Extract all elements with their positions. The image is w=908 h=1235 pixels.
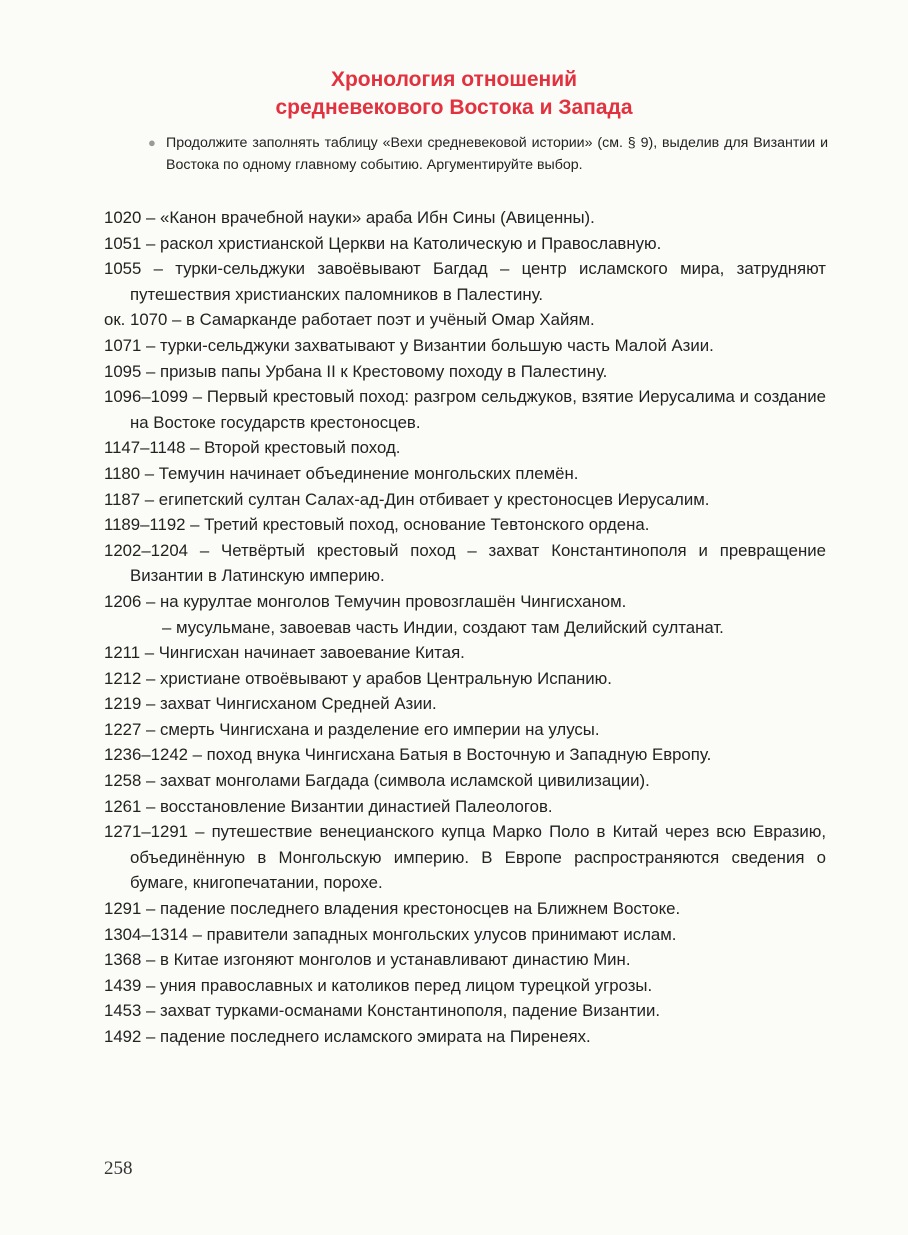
- chronology-entry: 1055 – турки-сельджуки завоёвывают Багдад – центр исламского мира, затрудняют путешествия христианских паломников в Палестину.: [104, 259, 826, 304]
- chronology-entry: 1258 – захват монголами Багдада (символа исламской цивилизации).: [104, 771, 650, 791]
- chronology-entry: 1439 – уния православных и католиков перед лицом турецкой угрозы.: [104, 975, 653, 995]
- chronology-entry: 1211 – Чингисхан начинает завоевание Китая.: [104, 643, 465, 663]
- chronology-entry: 1189–1192 – Третий крестовый поход, основание Тевтонского ордена.: [104, 515, 650, 535]
- task-block: [148, 132, 828, 176]
- chronology-entry: 1051 – раскол христианской Церкви на Католическую и Православную.: [104, 233, 662, 253]
- chronology-entry: 1492 – падение последнего исламского эмирата на Пиренеях.: [104, 1027, 591, 1046]
- chronology-entry: 1271–1291 – путешествие венецианского купца Марко Поло в Китай через всю Евразию, объединённую в Монгольскую империю. В Европе распространяются сведения о бумаге, книгопечатании, порохе.: [104, 822, 826, 893]
- task-text: Продолжите заполнять таблицу «Вехи средневековой истории» (см. § 9), выделив для Византии и Востока по одному главному событию. Аргументируйте выбор.: [166, 135, 828, 173]
- page-title-line-1: Хронология отношений: [330, 68, 578, 91]
- chronology-entry: 1453 – захват турками-османами Константинополя, падение Византии.: [104, 1001, 661, 1021]
- chronology-entry: 1227 – смерть Чингисхана и разделение его империи на улусы.: [104, 719, 600, 739]
- chronology-entry: 1368 – в Китае изгоняют монголов и устанавливают династию Мин.: [104, 950, 631, 970]
- chronology-entry: 1147–1148 – Второй крестовый поход.: [104, 438, 401, 458]
- bullet-icon: ●: [148, 135, 156, 150]
- chronology-entry: 1096–1099 – Первый крестовый поход: разгром сельджуков, взятие Иерусалима и создание на Востоке государств крестоносцев.: [104, 387, 826, 432]
- chronology-entry: 1071 – турки-сельджуки захватывают у Византии большую часть Малой Азии.: [104, 335, 714, 355]
- page-title-line-2: средневекового Востока и Запада: [275, 96, 633, 119]
- chronology-entry: 1236–1242 – поход внука Чингисхана Батыя в Восточную и Западную Европу.: [104, 745, 712, 765]
- chronology-entry: ок. 1070 – в Самарканде работает поэт и учёный Омар Хайям.: [104, 310, 595, 330]
- chronology-entry: 1187 – египетский султан Салах-ад-Дин отбивает у крестоносцев Иерусалим.: [104, 489, 710, 509]
- chronology-entry: 1304–1314 – правители западных монгольских улусов принимают ислам.: [104, 924, 677, 944]
- chronology-entry: 1206 – на курултае монголов Темучин провозглашён Чингисханом.: [104, 591, 627, 611]
- chronology-entry-continuation: – мусульмане, завоевав часть Индии, создают там Делийский султанат.: [162, 617, 724, 637]
- chronology-entry: 1180 – Темучин начинает объединение монгольских племён.: [104, 463, 579, 483]
- chronology-entry: 1020 – «Канон врачебной науки» араба Ибн Сины (Авиценны).: [104, 208, 595, 227]
- page-number: 258: [104, 1158, 133, 1179]
- chronology-list: [104, 205, 826, 1050]
- chronology-entry: 1219 – захват Чингисханом Средней Азии.: [104, 694, 437, 714]
- chronology-entry: 1212 – христиане отвоёвывают у арабов Центральную Испанию.: [104, 668, 612, 688]
- chronology-entry: 1202–1204 – Четвёртый крестовый поход – захват Константинополя и превращение Византии в Латинскую империю.: [104, 540, 826, 586]
- chronology-entry: 1261 – восстановление Византии династией Палеологов.: [104, 796, 553, 816]
- chronology-entry: 1095 – призыв папы Урбана II к Крестовому походу в Палестину.: [104, 361, 608, 381]
- chronology-entry: 1291 – падение последнего владения крестоносцев на Ближнем Востоке.: [104, 899, 681, 919]
